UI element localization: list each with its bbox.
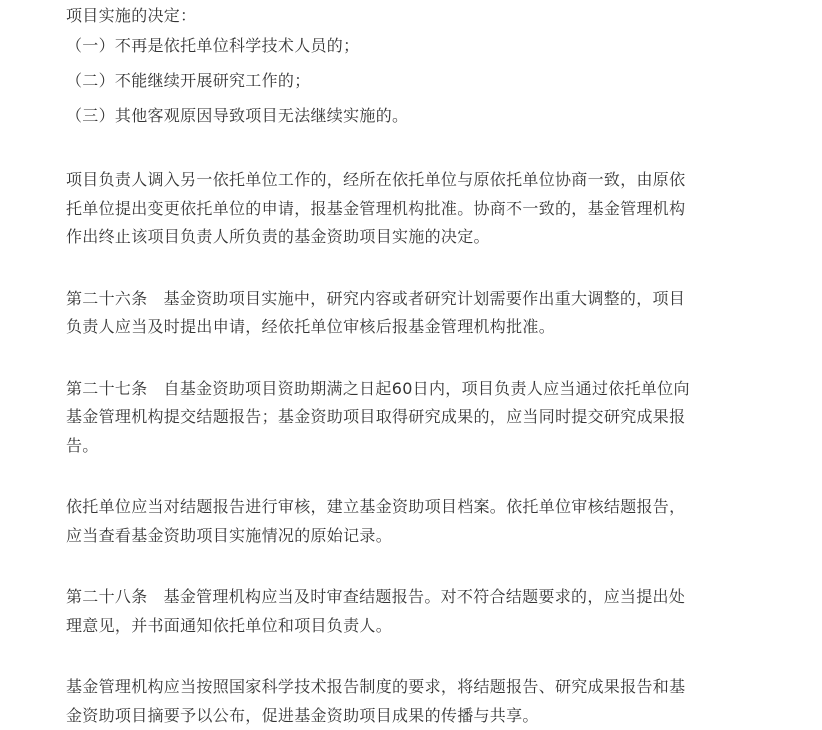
- paragraph-line: 基金管理机构提交结题报告；基金资助项目取得研究成果的，应当同时提交研究成果报: [66, 403, 756, 432]
- paragraph-line: 依托单位应当对结题报告进行审核，建立基金资助项目档案。依托单位审核结题报告，: [66, 493, 756, 522]
- article-text: 自基金资助项目资助期满之日起60日内，项目负责人应当通过依托单位向: [164, 379, 690, 398]
- paragraph-line: 应当查看基金资助项目实施情况的原始记录。: [66, 522, 756, 551]
- paragraph-line: [66, 375, 756, 404]
- intro-line: 项目实施的决定：: [66, 0, 756, 28]
- article-28: [66, 583, 756, 640]
- article-number: 第二十七条: [66, 375, 148, 404]
- paragraph-review: [66, 493, 756, 550]
- paragraph-publication: [66, 673, 756, 730]
- document-body: [66, 0, 756, 730]
- article-26: [66, 285, 756, 342]
- paragraph-line: 告。: [66, 432, 756, 461]
- paragraph-line: 托单位提出变更依托单位的申请，报基金管理机构批准。协商不一致的，基金管理机构: [66, 195, 756, 224]
- article-text: 基金资助项目实施中，研究内容或者研究计划需要作出重大调整的，项目: [164, 289, 686, 308]
- article-text: 基金管理机构应当及时审查结题报告。对不符合结题要求的，应当提出处: [164, 587, 686, 606]
- condition-list: [66, 28, 756, 133]
- paragraph-line: 作出终止该项目负责人所负责的基金资助项目实施的决定。: [66, 223, 756, 252]
- paragraph-line: 项目负责人调入另一依托单位工作的，经所在依托单位与原依托单位协商一致，由原依: [66, 166, 756, 195]
- article-number: 第二十六条: [66, 285, 148, 314]
- paragraph-line: [66, 583, 756, 612]
- paragraph-line: [66, 285, 756, 314]
- article-27: [66, 375, 756, 461]
- paragraph-line: 理意见，并书面通知依托单位和项目负责人。: [66, 612, 756, 641]
- list-item: （二）不能继续开展研究工作的；: [66, 63, 756, 98]
- list-item: （一）不再是依托单位科学技术人员的；: [66, 28, 756, 63]
- paragraph-line: 负责人应当及时提出申请，经依托单位审核后报基金管理机构批准。: [66, 313, 756, 342]
- paragraph-line: 基金管理机构应当按照国家科学技术报告制度的要求，将结题报告、研究成果报告和基: [66, 673, 756, 702]
- list-item: （三）其他客观原因导致项目无法继续实施的。: [66, 98, 756, 133]
- paragraph-line: 金资助项目摘要予以公布，促进基金资助项目成果的传播与共享。: [66, 702, 756, 730]
- paragraph-transfer: [66, 166, 756, 252]
- article-number: 第二十八条: [66, 583, 148, 612]
